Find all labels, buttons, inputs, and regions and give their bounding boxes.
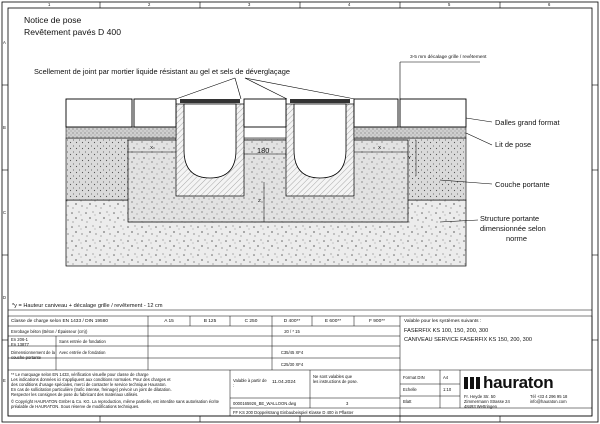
valid-systems-line1: FASERFIX KS 100, 150, 200, 300 [404, 328, 489, 334]
copyright-note: © Copyright HAURATON GmbH & Co. KG. La reproduction, même partielle, est interdite sans autorisation écrite préalable de HAURATON. Sous réserve de modifications techniques. [11, 399, 219, 409]
class-e600: E 600** [324, 319, 342, 324]
callout-large-slabs: Dalles grand format [495, 118, 560, 127]
document-number: 0000165926_BE_WALLOON.dwg [233, 401, 297, 406]
frame-col-3: 3 [248, 2, 251, 7]
hauraton-logo-mark [464, 377, 480, 389]
scale-value: 1:10 [443, 387, 452, 392]
class-d400: D 400** [283, 319, 301, 324]
page-title: Notice de pose [24, 15, 82, 25]
frame-col-6: 6 [548, 2, 551, 7]
dimension-x-left: X [150, 146, 154, 151]
callout-grate-offset: 3-5 mm décalage grille / revêtement [410, 55, 487, 60]
frame-col-1: 1 [48, 2, 51, 7]
frame-col-5: 5 [448, 2, 451, 7]
frame-row-b: B [3, 125, 6, 130]
paver [400, 99, 466, 127]
cell-c25: C25/30 XF4 [280, 362, 304, 367]
cross-section [66, 62, 492, 266]
frame-row-e: E [3, 378, 6, 383]
not-valid-label: Ne sont valables que [313, 374, 353, 379]
page-subtitle: Revêtement pavés D 400 [24, 27, 121, 37]
concrete-value: 20 / * 15 [284, 329, 300, 334]
page-label: Blatt [403, 399, 412, 404]
callout-joint-sealing: Scellement de joint par mortier liquide résistant au gel et sels de déverglaçage [34, 67, 290, 76]
row-label-base-sizing: Dimensionnement de la couche portante [11, 350, 55, 360]
bedding-left [66, 127, 176, 138]
dimension-y: Y [408, 156, 412, 161]
address-line: 48493 Wettringen [464, 404, 497, 409]
channel-left-profile [184, 104, 236, 178]
valid-from-label: Valable à partir de : [233, 378, 267, 388]
callout-structure-3: norme [506, 234, 527, 243]
row-label-with-foundation: Avec entrée de fondation [59, 350, 106, 355]
note-line: ** Le marquage selon EN 1433, vérification visuelle pour classe de charge [11, 372, 149, 377]
frame-row-c: C [3, 210, 7, 215]
load-class-label: Classe de charge selon EN 1433 / DIN 19580 [11, 319, 109, 324]
drawing-description: FF KS 200 Doppelstrang Einbaubeispiel Klasse D 400 in Pflaster [233, 410, 354, 415]
scale-label: Echelle [403, 387, 417, 392]
callout-structure-1: Structure portante [480, 214, 540, 223]
revision-number: 3 [346, 401, 349, 406]
footnote: *y = Hauteur caniveau + décalage grille / revêtement - 12 cm [12, 303, 163, 309]
address-line: Fr. Heyde Str. 50 [464, 394, 496, 399]
valid-systems-line2: CANIVEAU SERVICE FASERFIX KS 150, 200, 300 [404, 337, 532, 343]
valid-from-date: 11.04.2024 [272, 380, 296, 385]
row-label-en206: En 206-1 [11, 337, 28, 342]
dimension-z: Z [258, 199, 261, 204]
frame-row-d: D [3, 295, 7, 300]
frame-col-2: 2 [148, 2, 151, 7]
contact-line: Tél +33 4 296 95 18 [530, 394, 568, 399]
frame-col-4: 4 [348, 2, 351, 7]
row-label-en13877: En 13877 [11, 342, 29, 347]
class-b125: B 125 [203, 319, 217, 324]
class-a15: A 15 [164, 319, 174, 324]
cell-c35: C35/45 XF4 [280, 350, 304, 355]
contact-line: info@hauraton.com [530, 399, 567, 404]
format-value: A4 [443, 375, 449, 380]
grate-left [180, 99, 240, 103]
paver [354, 99, 398, 127]
bedding-right [354, 127, 466, 138]
note-line: Les indications données ici s'appliquent aux conditions normales. Pour des charges et [11, 377, 171, 382]
channel-right-profile [294, 104, 346, 178]
concrete-label: Enrobage béton (Béton / Épaisseur (cm)) [11, 329, 88, 334]
callout-bedding: Lit de pose [495, 140, 532, 149]
note-line: En cas de sollicitation particulière (trafic intense, freinage) prévoir un joint de dilatation. [11, 387, 172, 392]
note-line: Respecter les consignes de pose du fabricant des matériaux utilisés. [11, 392, 139, 397]
paver [66, 99, 132, 127]
frame-row-a: A [3, 40, 6, 45]
not-valid-label-2: les instructions de pose. [313, 379, 358, 384]
callout-structure-2: dimensionnée selon [480, 224, 546, 233]
grate-right [290, 99, 350, 103]
class-c250: C 250 [244, 319, 258, 324]
note-line: des conditions d'usage spéciales, merci de contacter le service technique Hauraton. [11, 382, 167, 387]
callout-base-layer: Couche portante [495, 180, 550, 189]
class-f900: F 900** [369, 319, 385, 324]
format-label: Format DIN [403, 375, 425, 380]
company-logo: hauraton [483, 373, 554, 392]
paver [244, 99, 286, 127]
dimension-180: 180 [257, 146, 270, 155]
row-label-no-foundation: Sans entrée de fondation [59, 339, 106, 344]
address-line: Zimmermann Strasse 24 [464, 399, 510, 404]
valid-systems-label: Valable pour les systèmes suivants : [404, 319, 482, 324]
paver [134, 99, 176, 127]
dimension-x-right: X [378, 146, 382, 151]
